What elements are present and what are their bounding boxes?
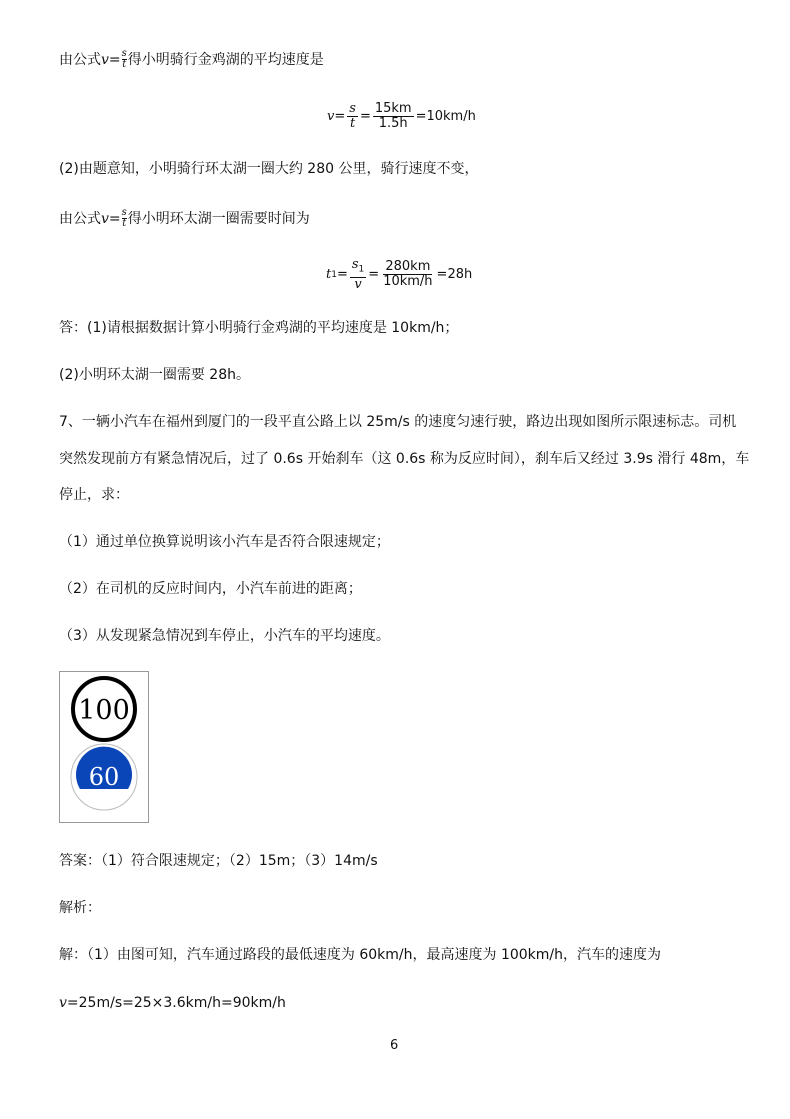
fraction-numerator: 15km — [374, 101, 412, 116]
solution-line-2 — [59, 994, 286, 1012]
equals-sign: = — [334, 109, 346, 124]
answer-line-1: 答：(1)请根据数据计算小明骑行金鸡湖的平均速度是 10km/h； — [59, 320, 459, 336]
value-fraction — [373, 102, 414, 131]
formula-intro-line-2 — [59, 208, 310, 229]
equals-sign: = — [108, 210, 121, 227]
speed-limit-sign-figure — [59, 671, 149, 823]
min-speed-label: 60 — [88, 763, 120, 791]
var-s: s — [351, 257, 359, 272]
equals-sign: = — [359, 109, 371, 124]
s-over-t-fraction — [122, 49, 127, 70]
sub-question-3: （3）从发现紧急情况到车停止，小汽车的平均速度。 — [59, 628, 390, 644]
sub-question-2: （2）在司机的反应时间内，小汽车前进的距离； — [59, 581, 362, 597]
fraction-numerator: 280km — [385, 259, 431, 275]
formula-intro-line-1 — [59, 49, 324, 70]
var-v: v — [327, 109, 335, 124]
answer-summary: 答案：（1）符合限速规定；（2）15m；（3）14m/s — [59, 853, 378, 869]
formula-average-speed — [327, 102, 476, 131]
formula-result: =10km/h — [415, 109, 476, 124]
fraction-denominator: t — [349, 116, 356, 131]
question-7-line-1: 7、一辆小汽车在福州到厦门的一段平直公路上以 25m/s 的速度匀速行驶，路边出现如图所示限速标志。司机 — [59, 414, 737, 430]
fraction-denominator: 10km/h — [383, 274, 433, 290]
text-span: 由公式 — [59, 210, 101, 227]
subscript: 1 — [331, 269, 337, 280]
var-t: t — [326, 267, 332, 283]
max-speed-label: 100 — [78, 695, 130, 726]
equals-sign: = — [368, 267, 380, 283]
var-v: v — [59, 995, 67, 1011]
s1-over-v-fraction — [350, 258, 366, 292]
subscript: 1 — [358, 264, 365, 275]
fraction-denominator: 1.5h — [378, 116, 408, 131]
fraction-numerator: s — [349, 101, 356, 116]
var-v: v — [101, 210, 109, 227]
fraction-numerator — [350, 258, 366, 278]
text-span: 得小明骑行金鸡湖的平均速度是 — [127, 51, 324, 68]
answer-line-2: (2)小明环太湖一圈需要 28h。 — [59, 367, 250, 383]
sub-question-1: （1）通过单位换算说明该小汽车是否符合限速规定； — [59, 534, 390, 550]
formula-result: =28h — [436, 267, 473, 283]
equals-sign: = — [336, 267, 348, 283]
s-over-t-fraction — [347, 102, 358, 131]
fraction-numerator: s — [121, 48, 127, 59]
paragraph-part2: (2)由题意知，小明骑行环太湖一圈大约 280 公里，骑行速度不变， — [59, 161, 479, 177]
formula-time — [326, 258, 472, 292]
text-span: 得小明环太湖一圈需要时间为 — [127, 210, 310, 227]
fraction-denominator: t — [122, 218, 127, 229]
fraction-denominator: t — [122, 59, 127, 70]
question-7-line-3: 停止，求： — [59, 487, 129, 503]
analysis-heading: 解析： — [59, 900, 101, 916]
question-7-line-2: 突然发现前方有紧急情况后，过了 0.6s 开始刹车（这 0.6s 称为反应时间），刹车后又经过 3.9s 滑行 48m，车 — [59, 451, 750, 467]
text-span: =25m/s=25×3.6km/h=90km/h — [66, 995, 286, 1011]
solution-line-1: 解：（1）由图可知，汽车通过路段的最低速度为 60km/h，最高速度为 100km/h，汽车的速度为 — [59, 947, 662, 963]
speed-limit-sign-image — [60, 672, 148, 822]
fraction-denominator: v — [354, 276, 362, 292]
fraction-numerator: s — [121, 207, 127, 218]
equals-sign: = — [108, 51, 121, 68]
s-over-t-fraction — [122, 208, 127, 229]
value-fraction — [381, 260, 434, 289]
page-number: 6 — [390, 1038, 399, 1053]
text-span: 由公式 — [59, 51, 101, 68]
var-v: v — [101, 51, 109, 68]
